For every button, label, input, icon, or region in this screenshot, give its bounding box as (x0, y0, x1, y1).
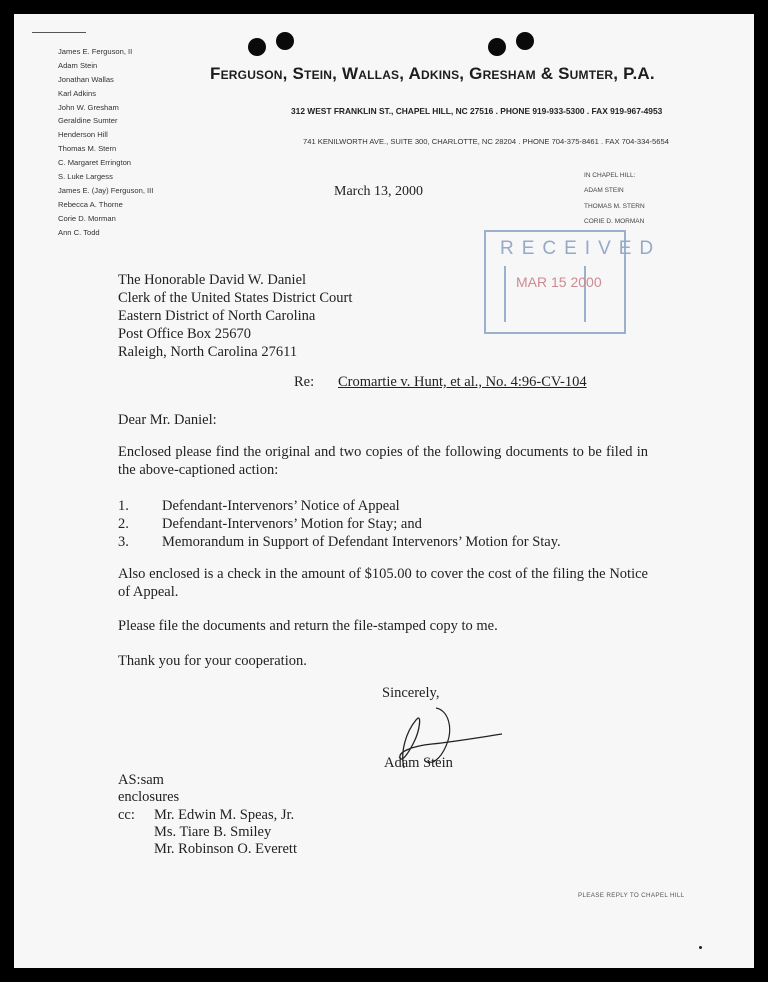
list-text: Memorandum in Support of Defendant Intervenors’ Motion for Stay. (162, 534, 561, 550)
stamp-date: MAR 15 2000 (516, 274, 602, 290)
cc-recipient: Ms. Tiare B. Smiley (154, 823, 272, 840)
list-number: 2. (118, 516, 129, 532)
list-text: Defendant-Intervenors’ Notice of Appeal (162, 498, 400, 514)
partner-name: Karl Adkins (58, 88, 96, 98)
addressee-line: Post Office Box 25670 (118, 326, 252, 342)
initials: AS:sam (118, 772, 164, 788)
partner-name: John W. Gresham (58, 102, 119, 112)
cc-line (118, 841, 297, 858)
addressee-line: The Honorable David W. Daniel (118, 272, 307, 288)
chapel-hill-line: ADAM STEIN (584, 187, 624, 195)
thanks-paragraph: Thank you for your cooperation. (118, 653, 307, 669)
chapel-hill-attorneys (584, 168, 645, 229)
firm-name: Ferguson, Stein, Wallas, Adkins, Gresham & Sumter, P.A. (210, 64, 655, 83)
chapel-hill-line: THOMAS M. STERN (584, 202, 645, 210)
letter-page (14, 14, 754, 968)
partner-name: S. Luke Largess (58, 172, 113, 182)
partner-name: C. Margaret Errington (58, 158, 132, 168)
intro-paragraph: Enclosed please find the original and two copies of the following documents to be filed in the above-captioned action: (118, 444, 648, 478)
chapel-hill-line: IN CHAPEL HILL: (584, 172, 636, 179)
charlotte-address: 741 KENILWORTH AVE., SUITE 300, CHARLOTTE, NC 28204 . PHONE 704-375-8461 . FAX 704-334-5654 (303, 137, 669, 146)
reply-note: PLEASE REPLY TO CHAPEL HILL (578, 892, 685, 899)
partner-name: James E. Ferguson, II (58, 47, 133, 56)
list-number: 3. (118, 534, 129, 550)
partner-name: Corie D. Morman (58, 213, 116, 223)
partner-name: Geraldine Sumter (58, 116, 118, 126)
partner-name: Adam Stein (58, 60, 98, 70)
list-number: 1. (118, 498, 129, 514)
cc-label: cc: (118, 806, 135, 823)
partner-name: Thomas M. Stern (58, 144, 117, 154)
logo-dot-icon (248, 38, 266, 56)
cc-recipient: Mr. Robinson O. Everett (154, 841, 297, 858)
addressee-block (118, 271, 352, 361)
chapel-hill-line: CORIE D. MORMAN (584, 217, 645, 225)
addressee-line: Raleigh, North Carolina 27611 (118, 344, 298, 360)
partner-name: Henderson Hill (58, 130, 108, 140)
stamp-divider (504, 266, 506, 322)
cc-line (118, 823, 272, 841)
logo-dot-icon (488, 38, 506, 56)
file-paragraph: Please file the documents and return the file-stamped copy to me. (118, 618, 498, 634)
partners-list (58, 45, 153, 239)
received-stamp (484, 230, 662, 334)
closing: Sincerely, (382, 685, 440, 701)
paper-speck (699, 946, 702, 949)
partner-name: Rebecca A. Thorne (58, 199, 123, 209)
letter-date: March 13, 2000 (334, 184, 424, 199)
salutation: Dear Mr. Daniel: (118, 412, 217, 428)
cc-recipient: Mr. Edwin M. Speas, Jr. (154, 806, 295, 823)
addressee-line: Eastern District of North Carolina (118, 308, 316, 324)
signer-name: Adam Stein (384, 755, 453, 771)
logo-dot-icon (276, 32, 294, 50)
re-label: Re: (294, 374, 315, 390)
stamp-word: RECEIVED (500, 238, 662, 259)
partner-name: Jonathan Wallas (58, 74, 114, 84)
list-text: Defendant-Intervenors’ Motion for Stay; and (162, 516, 422, 532)
check-paragraph: Also enclosed is a check in the amount of $105.00 to cover the cost of the filing the Notice of Appeal. (118, 566, 648, 600)
enclosures-note: enclosures (118, 789, 180, 806)
partner-name: James E. (Jay) Ferguson, III (58, 185, 154, 195)
partner-name: Ann C. Todd (58, 227, 100, 237)
chapel-hill-address: 312 WEST FRANKLIN ST., CHAPEL HILL, NC 27516 . PHONE 919-933-5300 . FAX 919-967-4953 (291, 106, 663, 116)
pen-mark (32, 32, 86, 33)
addressee-line: Clerk of the United States District Court (118, 290, 353, 306)
logo-dot-icon (516, 32, 534, 50)
cc-line (118, 806, 295, 824)
case-reference: Cromartie v. Hunt, et al., No. 4:96-CV-104 (338, 374, 587, 390)
closing-notes (118, 772, 297, 858)
